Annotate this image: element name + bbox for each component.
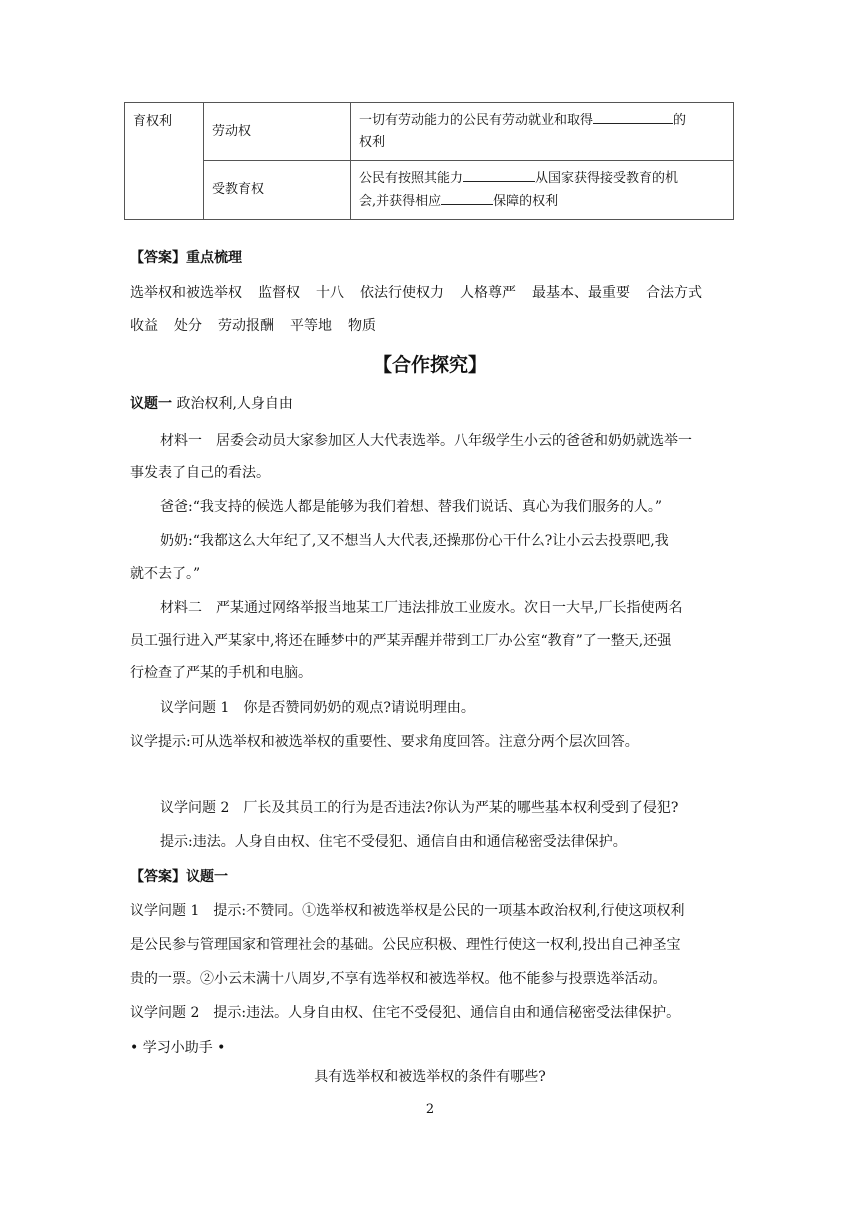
page-number: 2 bbox=[425, 1102, 435, 1117]
table-category-cell: 育权利 bbox=[125, 103, 204, 220]
keyword: 劳动报酬 bbox=[218, 318, 274, 334]
keyword: 依法行使权力 bbox=[360, 285, 444, 301]
keyword: 最基本、最重要 bbox=[532, 285, 630, 301]
answer-keywords-row bbox=[130, 282, 718, 304]
keyword: 人格尊严 bbox=[460, 285, 516, 301]
table-row bbox=[125, 103, 734, 161]
keyword: 合法方式 bbox=[646, 285, 702, 301]
question-two: 议学问题 2 厂长及其员工的行为是否违法?你认为严某的哪些基本权利受到了侵犯? bbox=[160, 800, 679, 816]
keyword: 十八 bbox=[316, 285, 344, 301]
question-one: 议学问题 1 你是否赞同奶奶的观点?请说明理由。 bbox=[160, 700, 475, 716]
keyword: 物质 bbox=[348, 318, 376, 334]
helper-label: • 学习小助手 • bbox=[130, 1040, 226, 1056]
keyword: 处分 bbox=[174, 318, 202, 334]
fill-blank bbox=[593, 109, 673, 124]
keyword: 平等地 bbox=[290, 318, 332, 334]
question-two-hint: 提示:违法。人身自由权、住宅不受侵犯、通信自由和通信秘密受法律保护。 bbox=[160, 834, 627, 850]
answer-keywords-row bbox=[130, 315, 392, 337]
topic-heading bbox=[130, 393, 293, 415]
material-two: 材料二 严某通过网络举报当地某工厂违法排放工业废水。次日一大早,厂长指使两名 bbox=[160, 600, 683, 616]
answer-text: 贵的一票。②小云未满十八周岁,不享有选举权和被选举权。他不能参与投票选举活动。 bbox=[130, 971, 667, 987]
keyword: 选举权和被选举权 bbox=[130, 285, 242, 301]
material-one-cont: 事发表了自己的看法。 bbox=[130, 465, 270, 481]
topic-title: 政治权利,人身自由 bbox=[176, 396, 293, 412]
question-one-hint: 议学提示:可从选举权和被选举权的重要性、要求角度回答。注意分两个层次回答。 bbox=[130, 734, 639, 750]
answer-text: 议学问题 1 提示:不赞同。①选举权和被选举权是公民的一项基本政治权利,行使这项权利 bbox=[130, 903, 685, 919]
fill-blank bbox=[463, 167, 535, 182]
rights-table bbox=[124, 102, 734, 220]
section-title: 【合作探究】 bbox=[372, 354, 487, 376]
grandma-quote-cont: 就不去了。” bbox=[130, 566, 201, 582]
answer-label: 【答案】议题一 bbox=[130, 869, 228, 885]
keyword: 监督权 bbox=[258, 285, 300, 301]
answer-label: 【答案】重点梳理 bbox=[130, 250, 242, 266]
material-two-cont: 员工强行进入严某家中,将还在睡梦中的严某弄醒并带到工厂办公室“教育”了一整天,还强 bbox=[130, 633, 672, 649]
table-right-desc: 一切有劳动能力的公民有劳动就业和取得 的 权利 bbox=[351, 103, 734, 161]
answer-text: 议学问题 2 提示:违法。人身自由权、住宅不受侵犯、通信自由和通信秘密受法律保护。 bbox=[130, 1005, 681, 1021]
table-row bbox=[125, 161, 734, 220]
dad-quote: 爸爸:“我支持的候选人都是能够为我们着想、替我们说话、真心为我们服务的人。” bbox=[160, 499, 663, 515]
topic-label: 议题一 bbox=[130, 396, 172, 412]
material-one: 材料一 居委会动员大家参加区人大代表选举。八年级学生小云的爸爸和奶奶就选举一 bbox=[160, 433, 692, 449]
table-right-desc: 公民有按照其能力 从国家获得接受教育的机 会,并获得相应 保障的权利 bbox=[351, 161, 734, 220]
material-two-cont: 行检查了严某的手机和电脑。 bbox=[130, 665, 312, 681]
answer-text: 是公民参与管理国家和管理社会的基础。公民应积极、理性行使这一权利,投出自己神圣宝 bbox=[130, 937, 681, 953]
helper-question: 具有选举权和被选举权的条件有哪些? bbox=[314, 1069, 546, 1085]
table-right-name: 劳动权 bbox=[204, 103, 351, 161]
keyword: 收益 bbox=[130, 318, 158, 334]
fill-blank bbox=[441, 190, 493, 205]
table-right-name: 受教育权 bbox=[204, 161, 351, 220]
grandma-quote: 奶奶:“我都这么大年纪了,又不想当人大代表,还操那份心干什么?让小云去投票吧,我 bbox=[160, 533, 669, 549]
